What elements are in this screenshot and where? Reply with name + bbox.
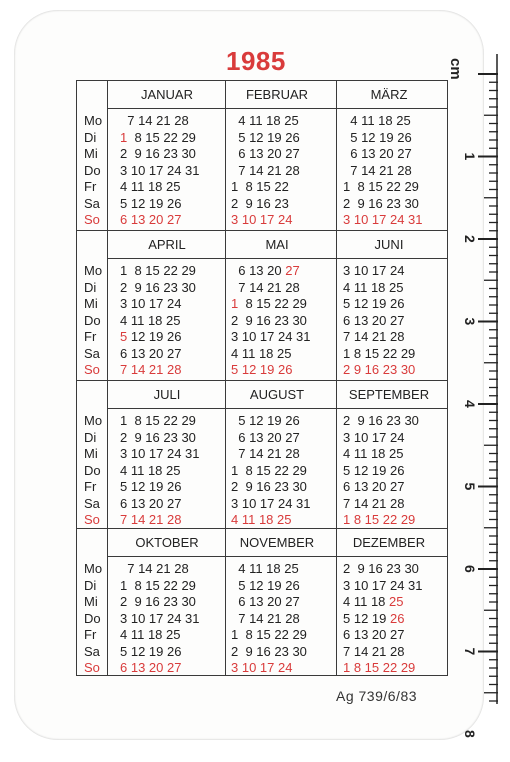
week-row: 3 10 17 24 31 <box>120 446 200 461</box>
week-row: 5 12 19 26 <box>231 129 300 145</box>
week-row: 2 9 16 23 30 <box>231 643 307 659</box>
week-row: 6 13 20 27 <box>120 660 182 675</box>
month-name: FEBRUAR <box>245 87 309 102</box>
grid-divider <box>336 81 337 675</box>
week-row: 4 11 18 25 <box>120 179 181 194</box>
week-row: 3 10 17 24 <box>231 212 293 227</box>
weekday-label: Di <box>84 429 97 445</box>
week-row: 3 10 17 24 <box>120 296 182 311</box>
month-name: SEPTEMBER <box>348 387 430 402</box>
week-row: 4 11 18 25 <box>120 462 181 478</box>
week-row: 3 10 17 24 31 <box>343 577 423 593</box>
week-row: 1 8 15 22 29 <box>343 660 416 675</box>
weekday-label: Do <box>84 162 101 178</box>
ruler-unit: cm <box>447 58 464 80</box>
week-row: 4 11 18 25 <box>343 113 411 128</box>
weekday-label: Di <box>84 279 97 295</box>
weekday-label: Do <box>84 462 101 478</box>
weekday-label: Mo <box>84 263 103 278</box>
week-row: 7 14 21 28 <box>343 329 405 344</box>
week-row: 2 9 16 23 30 <box>120 429 196 445</box>
weekday-label: Mo <box>84 113 103 128</box>
week-row: 1 8 15 22 29 <box>231 462 307 478</box>
week-row: 7 14 21 28 <box>343 495 405 511</box>
month-name: OKTOBER <box>135 535 199 550</box>
week-row: 1 8 15 22 29 <box>120 129 196 145</box>
week-row: 2 9 16 23 30 <box>120 279 196 295</box>
month-days <box>231 263 311 379</box>
week-row: 5 12 19 26 <box>343 296 405 311</box>
weekday-label: So <box>84 362 100 377</box>
week-row: 7 14 21 28 <box>231 162 300 178</box>
header-rule <box>107 108 447 109</box>
weekday-label: Di <box>84 577 97 593</box>
week-row: 6 13 20 27 <box>231 263 300 278</box>
month-days <box>120 561 200 677</box>
month-name: MÄRZ <box>370 87 408 102</box>
weekday-label: Mi <box>84 296 98 311</box>
grid-divider <box>107 81 108 675</box>
week-row: 4 11 18 25 <box>343 446 404 461</box>
ruler-number: 4 <box>462 400 478 408</box>
week-row: 7 14 21 28 <box>120 113 189 128</box>
week-row: 5 12 19 26 <box>231 577 300 593</box>
weekday-label: Fr <box>84 329 97 344</box>
holiday-day: 1 <box>231 296 239 311</box>
grid-divider <box>77 230 447 231</box>
week-row: 3 10 17 24 31 <box>120 610 200 626</box>
week-row: 1 8 15 22 <box>231 179 289 194</box>
week-row: 2 9 16 23 30 <box>343 561 419 576</box>
ruler-number: 7 <box>462 647 478 656</box>
weekday-label: So <box>84 660 100 675</box>
week-row: 7 14 21 28 <box>120 561 189 576</box>
weekday-label: Fr <box>84 479 97 494</box>
weekday-label: Do <box>84 610 101 626</box>
week-row: 5 12 19 26 <box>343 462 405 478</box>
weekday-label: Mo <box>84 561 103 576</box>
week-row: 6 13 20 27 <box>120 345 182 361</box>
week-row: 7 14 21 28 <box>231 610 300 626</box>
month-name: MAI <box>265 237 289 252</box>
weekday-label: Sa <box>84 495 100 511</box>
week-row: 3 10 17 24 <box>343 263 405 278</box>
month-name: NOVEMBER <box>239 535 315 550</box>
ruler-number: 2 <box>462 235 478 243</box>
month-days <box>343 263 415 379</box>
week-row: 1 8 15 22 29 <box>120 577 196 593</box>
weekday-label: So <box>84 512 100 527</box>
week-row: 3 10 17 24 <box>231 660 293 675</box>
weekday-label: Sa <box>84 643 100 659</box>
month-days <box>120 413 200 529</box>
week-row: 7 14 21 28 <box>343 643 405 659</box>
holiday-day: 1 <box>120 129 128 145</box>
weekday-label: Mi <box>84 146 98 161</box>
ruler-number: 1 <box>462 152 478 161</box>
week-row: 6 13 20 27 <box>231 594 300 609</box>
month-name: APRIL <box>148 237 186 252</box>
weekday-label: Di <box>84 129 97 145</box>
week-row: 6 13 20 27 <box>343 627 405 642</box>
month-days <box>231 561 307 677</box>
week-row: 2 9 16 23 30 <box>120 146 196 161</box>
week-row: 6 13 20 27 <box>343 312 405 328</box>
ruler-number: 5 <box>462 482 478 491</box>
holiday-day: 27 <box>285 263 300 278</box>
week-row: 4 11 18 25 <box>231 345 292 361</box>
weekday-label: Mo <box>84 413 103 428</box>
week-row: 3 10 17 24 31 <box>343 212 423 227</box>
weekday-label: Sa <box>84 345 100 361</box>
month-days <box>343 413 419 529</box>
weekday-label: So <box>84 212 100 227</box>
weekday-label: Do <box>84 312 101 328</box>
week-row: 7 14 21 28 <box>231 279 300 295</box>
week-row: 3 10 17 24 31 <box>231 495 311 511</box>
week-row: 1 8 15 22 29 <box>120 263 196 278</box>
week-row: 6 13 20 27 <box>231 429 300 445</box>
week-row: 2 9 16 23 30 <box>343 413 419 428</box>
week-row: 6 13 20 27 <box>343 146 412 161</box>
week-row: 4 11 18 25 <box>120 312 181 328</box>
month-name: JANUAR <box>140 87 193 102</box>
month-days <box>120 113 200 229</box>
month-days <box>231 413 311 529</box>
week-row: 5 12 19 26 <box>120 643 182 659</box>
week-row: 5 12 19 26 <box>120 479 182 494</box>
year-title: 1985 <box>226 46 286 76</box>
header-rule <box>107 408 447 409</box>
week-row: 4 11 18 25 <box>120 627 181 642</box>
week-row: 3 10 17 24 31 <box>120 162 200 178</box>
week-row: 6 13 20 27 <box>343 479 405 494</box>
week-row: 4 11 18 25 <box>231 561 299 576</box>
month-name: AUGUST <box>249 387 305 402</box>
week-row: 5 12 19 26 <box>231 362 293 377</box>
header-rule <box>107 556 447 557</box>
month-name: DEZEMBER <box>352 535 426 550</box>
week-row: 4 11 18 25 <box>343 279 404 295</box>
week-row: 1 8 15 22 29 <box>343 179 419 194</box>
week-row: 4 11 18 25 <box>231 113 299 128</box>
holiday-day: 5 <box>120 329 128 344</box>
header-rule <box>107 258 447 259</box>
week-row: 5 12 19 26 <box>343 610 405 626</box>
week-row: 5 12 19 26 <box>120 329 182 344</box>
month-name: JULI <box>153 387 181 402</box>
week-row: 1 8 15 22 29 <box>231 627 307 642</box>
weekday-label: Mi <box>84 446 98 461</box>
month-days <box>120 263 196 379</box>
ruler <box>462 44 498 738</box>
holiday-day: 26 <box>390 610 405 626</box>
month-days <box>231 113 300 229</box>
week-row: 1 8 15 22 29 <box>343 345 416 361</box>
week-row: 4 11 18 25 <box>343 594 404 609</box>
week-row: 2 9 16 23 30 <box>343 195 419 211</box>
week-row: 3 10 17 24 31 <box>231 329 311 344</box>
week-row: 1 8 15 22 29 <box>343 512 416 527</box>
week-row: 6 13 20 27 <box>120 495 182 511</box>
ruler-number: 3 <box>462 317 478 326</box>
week-row: 2 9 16 23 30 <box>343 362 416 377</box>
week-row: 2 9 16 23 30 <box>231 479 307 494</box>
week-row: 5 12 19 26 <box>343 129 412 145</box>
week-row: 7 14 21 28 <box>343 162 412 178</box>
week-row: 7 14 21 28 <box>120 512 182 527</box>
month-days <box>343 561 423 677</box>
month-days <box>343 113 423 229</box>
ruler-number: 8 <box>462 730 478 738</box>
grid-divider <box>225 81 226 675</box>
week-row: 4 11 18 25 <box>231 512 292 527</box>
ruler-number: 6 <box>462 565 478 573</box>
week-row: 1 8 15 22 29 <box>231 296 307 311</box>
weekday-label: Sa <box>84 195 100 211</box>
weekday-label: Fr <box>84 627 97 642</box>
week-row: 2 9 16 23 30 <box>120 594 196 609</box>
month-name: JUNI <box>374 237 404 252</box>
week-row: 3 10 17 24 <box>343 429 405 445</box>
week-row: 6 13 20 27 <box>231 146 300 161</box>
print-code: Ag 739/6/83 <box>336 688 418 704</box>
week-row: 6 13 20 27 <box>120 212 182 227</box>
weekday-label: Mi <box>84 594 98 609</box>
ruler-scale <box>462 44 498 738</box>
holiday-day: 25 <box>389 594 404 609</box>
week-row: 5 12 19 26 <box>120 195 182 211</box>
grid-divider <box>77 380 447 381</box>
week-row: 1 8 15 22 29 <box>120 413 196 428</box>
week-row: 2 9 16 23 30 <box>231 312 307 328</box>
weekday-label: Fr <box>84 179 97 194</box>
week-row: 7 14 21 28 <box>231 446 300 461</box>
week-row: 7 14 21 28 <box>120 362 182 377</box>
week-row: 5 12 19 26 <box>231 413 300 428</box>
week-row: 2 9 16 23 <box>231 195 289 211</box>
